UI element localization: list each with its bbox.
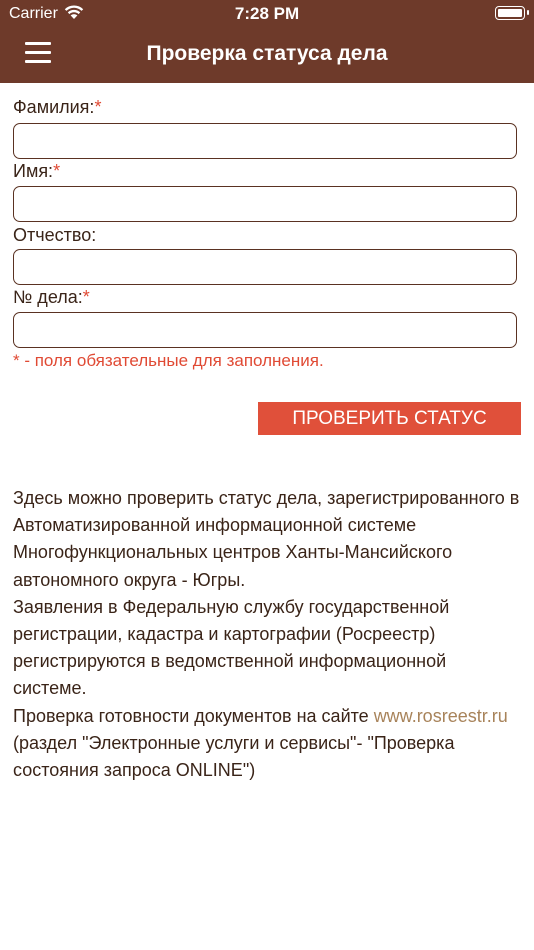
clock: 7:28 PM	[234, 4, 300, 23]
case-number-label: № дела:*	[13, 287, 90, 307]
info-paragraph-3: Проверка готовности документов на сайте www.rosreestr.ru (раздел "Электронные услуги и сервисы"- "Проверка состояния запроса ONLINE")	[13, 705, 508, 781]
required-mark: *	[94, 97, 102, 117]
battery-icon	[495, 6, 525, 20]
info-paragraph-1: Здесь можно проверить статус дела, зарегистрированного в Автоматизированной информационной системе Многофункциональных центров Ханты-Мансийского автономного округа - Югры.	[13, 488, 520, 590]
patronymic-input[interactable]	[13, 249, 517, 285]
case-number-input[interactable]	[13, 312, 517, 348]
carrier-label: Carrier	[9, 5, 58, 22]
surname-input[interactable]	[13, 123, 517, 159]
page-title: Проверка статуса дела	[146, 42, 388, 65]
required-mark: *	[82, 287, 90, 307]
info-paragraph-2: Заявления в Федеральную службу государственной регистрации, кадастра и картографии (Росреестр) регистрируются в ведомственной информационной системе.	[13, 596, 450, 699]
rosreestr-link[interactable]: www.rosreestr.ru	[373, 705, 508, 726]
required-mark: *	[53, 161, 61, 181]
navigation-bar	[0, 0, 534, 83]
info-text	[13, 485, 523, 784]
surname-label: Фамилия:*	[13, 97, 102, 117]
required-fields-note: * - поля обязательные для заполнения.	[13, 351, 324, 370]
check-status-button[interactable]: ПРОВЕРИТЬ СТАТУС	[258, 402, 521, 435]
name-label: Имя:*	[13, 161, 61, 181]
name-input[interactable]	[13, 186, 517, 222]
status-bar	[0, 0, 534, 30]
patronymic-label: Отчество:	[13, 225, 97, 245]
